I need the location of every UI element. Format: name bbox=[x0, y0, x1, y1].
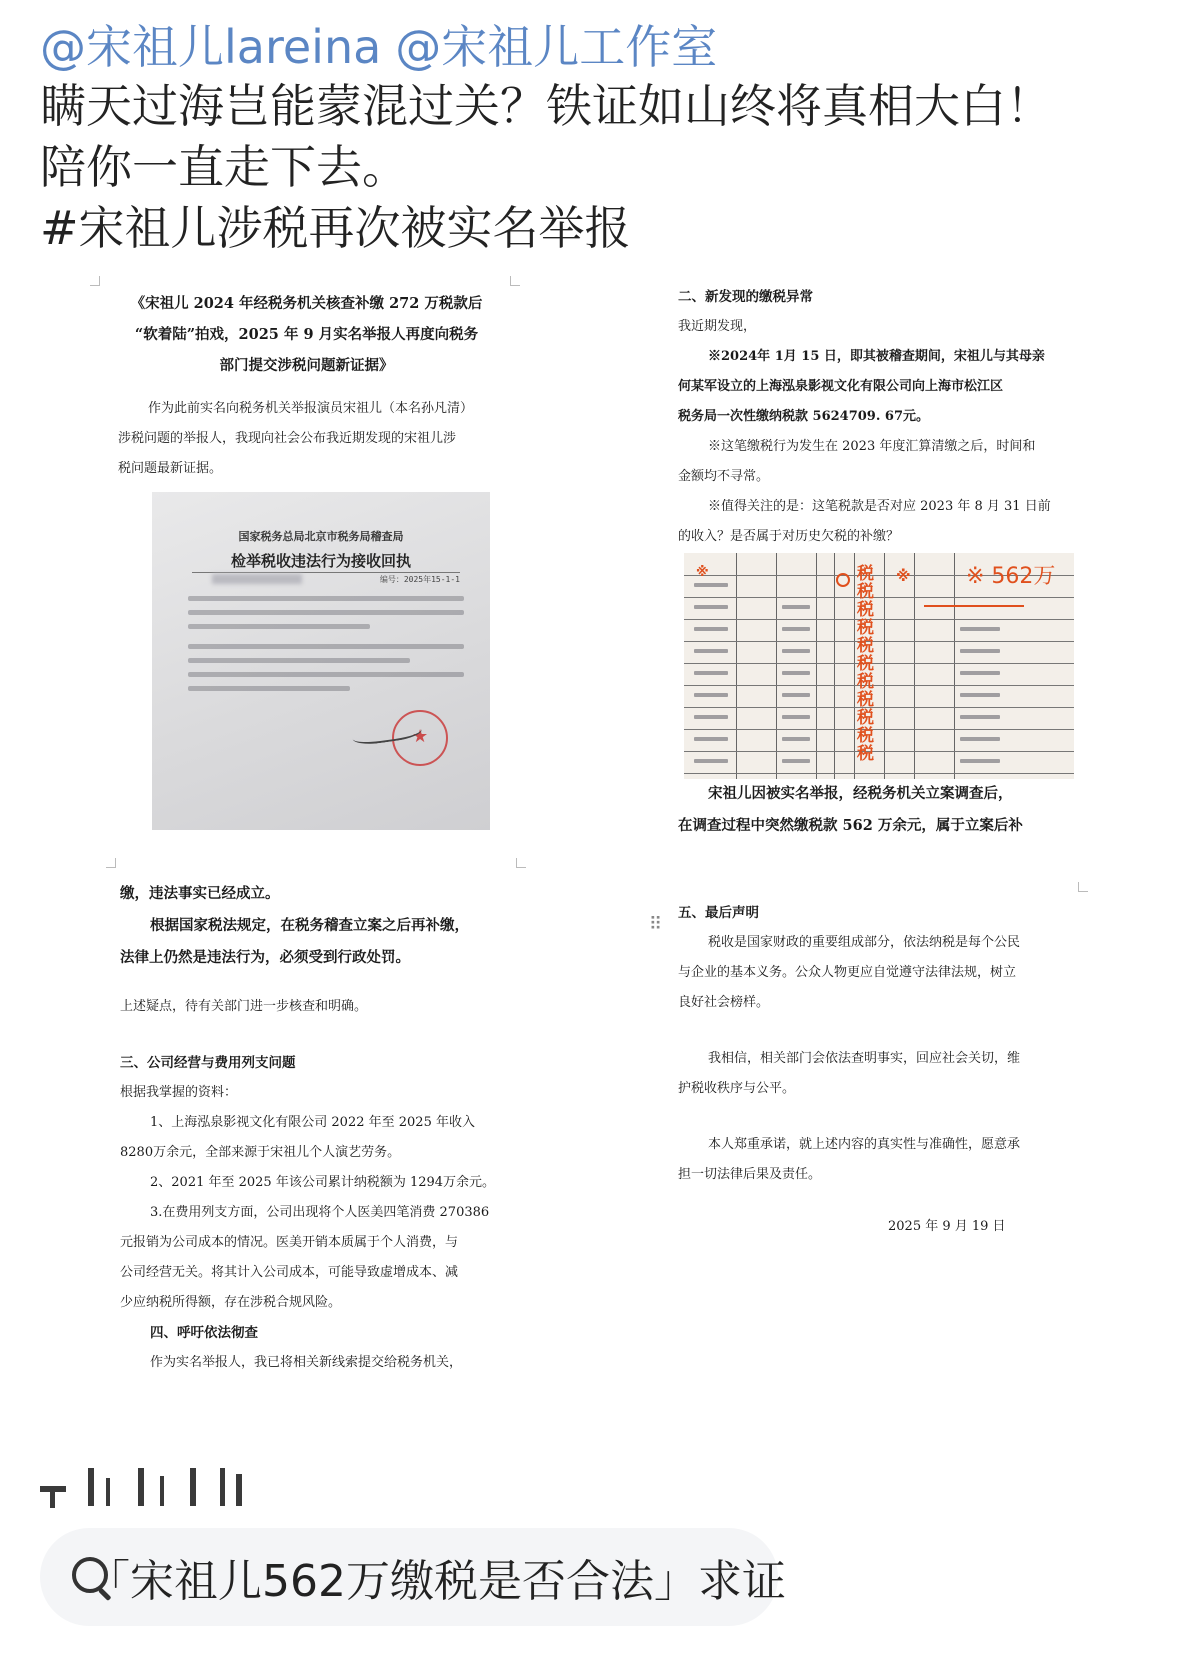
doc-paragraph: 1、上海泓泉影视文化有限公司 2022 年至 2025 年收入 bbox=[150, 1115, 475, 1130]
crop-mark bbox=[106, 858, 116, 868]
amount-annotation: ※ 562万 bbox=[966, 564, 1056, 589]
mentions-line bbox=[40, 18, 1170, 76]
receipt-text-line bbox=[188, 658, 410, 663]
doc-paragraph: 担一切法律后果及责任。 bbox=[678, 1167, 822, 1182]
doc-paragraph: 上述疑点，待有关部门进一步核查和明确。 bbox=[120, 999, 368, 1014]
hashtag-link[interactable]: #宋祖儿涉税再次被实名举报 bbox=[40, 201, 631, 255]
doc-paragraph: 宋祖儿因被实名举报，经税务机关立案调查后， bbox=[708, 785, 1013, 802]
receipt-title: 检举税收违法行为接收回执 bbox=[230, 552, 411, 570]
doc-paragraph: 元报销为公司成本的情况。医美开销本质属于个人消费，与 bbox=[120, 1235, 459, 1250]
redacted-name bbox=[212, 574, 302, 584]
doc-paragraph: 税问题最新证据。 bbox=[118, 461, 223, 476]
doc-paragraph: 良好社会榜样。 bbox=[678, 995, 770, 1010]
search-suggestion-label: 「宋祖儿562万缴税是否合法」求证 bbox=[86, 1556, 786, 1607]
red-circle-icon bbox=[836, 573, 850, 587]
doc-paragraph: 缴，违法事实已经成立。 bbox=[120, 885, 280, 902]
doc-paragraph: 与企业的基本义务。公众人物更应自觉遵守法律法规，树立 bbox=[678, 965, 1017, 980]
crop-mark bbox=[510, 276, 520, 286]
crop-mark bbox=[1078, 882, 1088, 892]
clipped-text-fragment bbox=[40, 1468, 250, 1508]
red-underline bbox=[924, 605, 1024, 607]
post-text bbox=[40, 18, 1170, 259]
receipt-text-line bbox=[188, 624, 370, 629]
post-line: 陪你一直走下去。 bbox=[40, 140, 408, 194]
doc-title: “软着陆”拍戏，2025 年 9 月实名举报人再度向税务 bbox=[134, 326, 479, 343]
receipt-text-line bbox=[188, 644, 464, 649]
mention-link[interactable]: @宋祖儿工作室 bbox=[395, 20, 718, 74]
red-mark: ※ bbox=[896, 567, 911, 585]
crop-mark bbox=[516, 858, 526, 868]
doc-paragraph: ※这笔缴税行为发生在 2023 年度汇算清缴之后，时间和 bbox=[708, 439, 1036, 454]
document-page-4 bbox=[668, 896, 1088, 1276]
doc-paragraph: 8280万余元，全部来源于宋祖儿个人演艺劳务。 bbox=[120, 1145, 401, 1160]
post-line: 瞒天过海岂能蒙混过关？铁证如山终将真相大白！ bbox=[40, 79, 1052, 133]
doc-paragraph: 少应纳税所得额，存在涉税合规风险。 bbox=[120, 1295, 342, 1310]
receipt-number: 编号：2025年15-1-1 bbox=[379, 575, 460, 584]
doc-paragraph: 我相信，相关部门会依法查明事实，回应社会关切，维 bbox=[708, 1051, 1021, 1066]
receipt-text-line bbox=[188, 686, 350, 691]
tax-record-photo bbox=[684, 553, 1074, 779]
red-mark: ※ bbox=[696, 565, 709, 580]
doc-paragraph: 作为此前实名向税务机关举报演员宋祖儿（本名孙凡清） bbox=[148, 401, 474, 416]
doc-paragraph: 税务局一次性缴纳税款 5624709. 67元。 bbox=[678, 409, 929, 424]
doc-paragraph: 根据我掌握的资料： bbox=[120, 1085, 238, 1100]
doc-title: 《宋祖儿 2024 年经税务机关核查补缴 272 万税款后 bbox=[130, 295, 483, 312]
document-page-3 bbox=[106, 876, 526, 1396]
receipt-photo bbox=[152, 492, 490, 830]
receipt-text-line bbox=[188, 672, 464, 677]
tax-column-highlight: 税 税 税 税 税 税 税 税 税 税 税 bbox=[857, 564, 874, 764]
doc-paragraph: ※值得关注的是：这笔税款是否对应 2023 年 8 月 31 日前 bbox=[708, 499, 1051, 514]
doc-paragraph: 护税收秩序与公平。 bbox=[678, 1081, 796, 1096]
doc-date: 2025 年 9 月 19 日 bbox=[888, 1219, 1006, 1234]
doc-title: 部门提交涉税问题新证据》 bbox=[219, 357, 394, 374]
doc-paragraph: ※2024年 1月 15 日，即其被稽查期间，宋祖儿与其母亲 bbox=[708, 349, 1045, 364]
receipt-text-line bbox=[188, 596, 464, 601]
doc-paragraph: 作为实名举报人，我已将相关新线索提交给税务机关， bbox=[150, 1355, 463, 1370]
section-heading: 三、公司经营与费用列支问题 bbox=[120, 1055, 296, 1071]
doc-paragraph: 2、2021 年至 2025 年该公司累计纳税额为 1294万余元。 bbox=[150, 1175, 496, 1190]
doc-paragraph: 何某军设立的上海泓泉影视文化有限公司向上海市松江区 bbox=[678, 379, 1004, 394]
doc-paragraph: 涉税问题的举报人，我现向社会公布我近期发现的宋祖儿涉 bbox=[118, 431, 457, 446]
drag-handle-icon[interactable]: ⠿ bbox=[649, 914, 661, 935]
section-heading: 四、呼吁依法彻查 bbox=[150, 1325, 258, 1341]
doc-paragraph: 金额均不寻常。 bbox=[678, 469, 770, 484]
doc-paragraph: 法律上仍然是违法行为，必须受到行政处罚。 bbox=[120, 949, 410, 966]
receipt-rule bbox=[192, 572, 460, 573]
doc-paragraph: 的收入？是否属于对历史欠税的补缴？ bbox=[678, 529, 900, 544]
doc-paragraph: 本人郑重承诺，就上述内容的真实性与准确性，愿意承 bbox=[708, 1137, 1021, 1152]
section-heading: 二、新发现的缴税异常 bbox=[678, 289, 813, 305]
receipt-text-line bbox=[188, 610, 464, 615]
section-heading: 五、最后声明 bbox=[678, 905, 759, 921]
search-suggestion-button[interactable] bbox=[40, 1528, 786, 1626]
doc-paragraph: 根据国家税法规定，在税务稽查立案之后再补缴， bbox=[150, 917, 469, 934]
doc-paragraph: 公司经营无关。将其计入公司成本，可能导致虚增成本、减 bbox=[120, 1265, 459, 1280]
crop-mark bbox=[90, 276, 100, 286]
doc-paragraph: 我近期发现， bbox=[678, 319, 757, 334]
doc-paragraph: 在调查过程中突然缴税款 562 万余元，属于立案后补 bbox=[678, 817, 1023, 834]
mention-link[interactable]: @宋祖儿lareina bbox=[40, 20, 382, 74]
receipt-issuer: 国家税务总局北京市税务局稽查局 bbox=[238, 530, 404, 543]
doc-paragraph: 税收是国家财政的重要组成部分，依法纳税是每个公民 bbox=[708, 935, 1021, 950]
doc-paragraph: 3.在费用列支方面，公司出现将个人医美四笔消费 270386 bbox=[150, 1205, 490, 1220]
